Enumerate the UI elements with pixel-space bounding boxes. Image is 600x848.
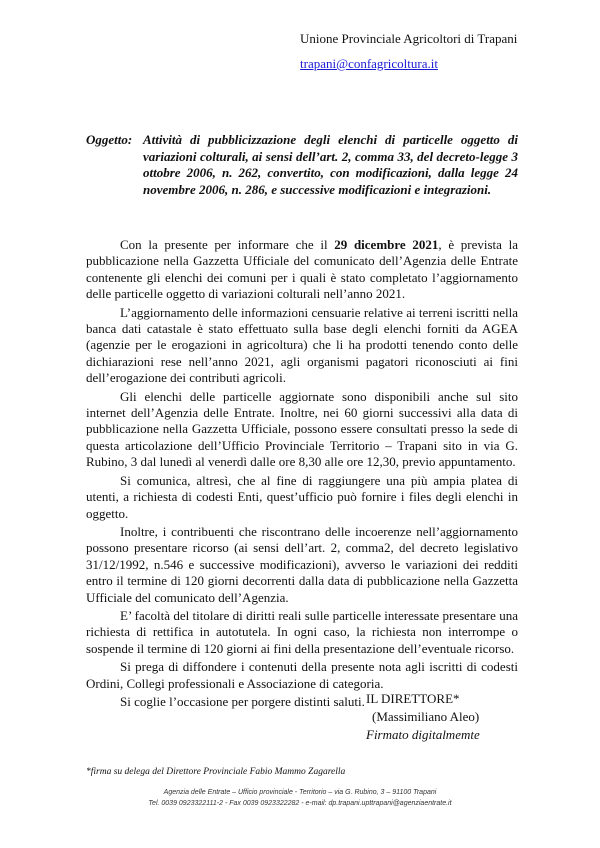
p1-date: 29 dicembre 2021 <box>334 237 439 252</box>
paragraph-3: Gli elenchi delle particelle aggiornate sono disponibili anche sul sito internet dell’Agenzia delle Entrate. Inoltre, nei 60 giorni successivi alla data di pubblicazione nella Gazzetta Ufficiale, possono essere consultati presso la sede di questa articolazione dell’Ufficio Provinciale Territorio – Trapani sito in via G. Rubino, 3 dal lunedì al venerdì dalle ore 8,30 alle ore 12,30, previo appuntamento. <box>86 388 518 470</box>
paragraph-8: Si coglie l’occasione per porgere distinti saluti. <box>120 693 365 709</box>
subject-block <box>86 132 518 198</box>
letter-body <box>86 237 518 712</box>
paragraph-1 <box>86 237 518 303</box>
paragraph-5: Inoltre, i contribuenti che riscontrano delle incoerenze nell’aggiornamento possono presentare ricorso (ai sensi dell’art. 2, comma2, del decreto legislativo 31/12/1992, n.546 e successive modificazioni), avverso le variazioni dei redditi entro il termine di 120 giorni decorrenti dalla data di pubblicazione nella Gazzetta Ufficiale del comunicato dell’Agenzia. <box>86 523 518 605</box>
footer-address: Agenzia delle Entrate – Ufficio provinciale - Territorio – via G. Rubino, 3 – 91100 Trapani <box>163 789 437 796</box>
signature-note: Firmato digitalmemte <box>366 727 480 742</box>
paragraph-7: Si prega di diffondere i contenuti della presente nota agli iscritti di codesti Ordini, Collegi professionali e Associazione di categoria. <box>86 659 518 691</box>
subject-label: Oggetto: <box>86 132 133 147</box>
recipient-name: Unione Provinciale Agricoltori di Trapani <box>300 31 518 46</box>
recipient-block <box>300 30 517 73</box>
subject-text: Attività di pubblicizzazione degli elenchi di particelle oggetto di variazioni colturali, ai sensi dell’art. 2, comma 33, del decreto-legge 3 ottobre 2006, n. 262, convertito, con modificazioni, dalla legge 24 novembre 2006, n. 286, e successive modificazioni e integrazioni. <box>143 132 518 197</box>
page-footer <box>0 787 600 809</box>
paragraph-4: Si comunica, altresì, che al fine di raggiungere una più ampia platea di utenti, a richiesta di codesti Enti, quest’ufficio può fornire i files degli elenchi in oggetto. <box>86 472 518 521</box>
signature-title: IL DIRETTORE* <box>366 691 460 706</box>
signature-name: (Massimiliano Aleo) <box>372 709 480 724</box>
p1-after: , è prevista la pubblicazione nella Gazzetta Ufficiale del comunicato dell’Agenzia delle Entrate contenente gli elenchi dei comuni per i quali è stato completato l’aggiornamento delle particelle oggetto di variazioni colturali nell’anno 2021. <box>86 237 518 302</box>
paragraph-2: L’aggiornamento delle informazioni censuarie relative ai terreni iscritti nella banca dati catastale è stato effettuato sulla base degli elenchi forniti da AGEA (agenzie per le erogazioni in agricoltura) che li ha prodotti tenendo conto delle dichiarazioni rese nell’anno 2021, agli organismi pagatori riconosciuti ai fini dell’erogazione dei contributi agricoli. <box>86 304 518 386</box>
signature-block <box>366 690 480 744</box>
recipient-email-link[interactable]: trapani@confagricoltura.it <box>300 56 438 71</box>
footnote: *firma su delega del Direttore Provinciale Fabio Mammo Zagarella <box>86 767 346 777</box>
footer-contacts: Tel. 0039 0923322111-2 - Fax 0039 0923322282 - e-mail: dp.trapani.upttrapani@agenziaentrate.it <box>148 800 452 807</box>
p1-before: Con la presente per informare che il <box>120 237 335 252</box>
paragraph-6: E’ facoltà del titolare di diritti reali sulle particelle interessate presentare una richiesta di rettifica in autotutela. In ogni caso, la richiesta non interrompe o sospende il termine di 120 giorni ai fini della presentazione dell’eventuale ricorso. <box>86 607 518 656</box>
